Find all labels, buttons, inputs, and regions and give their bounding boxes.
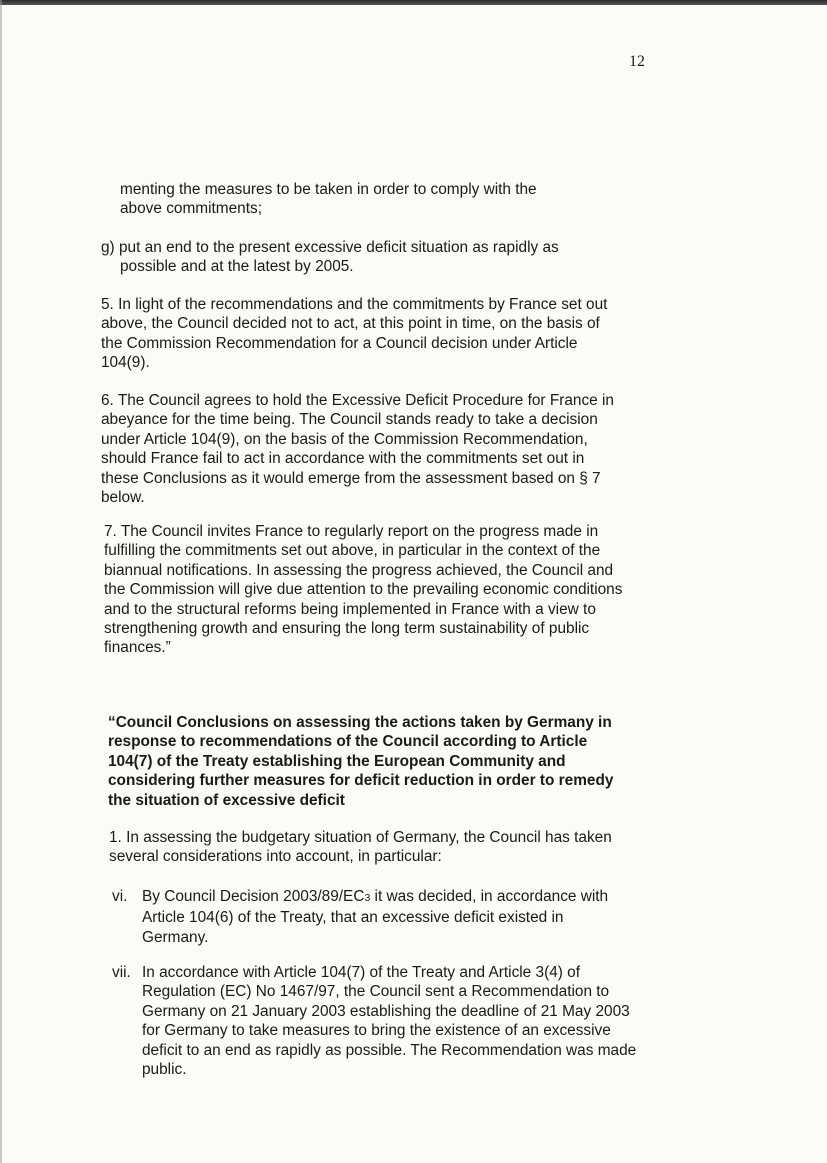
item-g-marker: g)	[101, 239, 115, 256]
section-heading: “Council Conclusions on assessing the actions taken by Germany in response to recommendations of the Council according to Article 104(7) of the Treaty establishing the European Community and considering further measures for deficit reduction in order to remedy the situation of excessive deficit	[108, 714, 614, 809]
left-edge-line	[0, 0, 2, 1163]
item-vi-text	[142, 887, 612, 947]
page-number: 12	[629, 53, 645, 70]
continuation-text: menting the measures to be taken in order to comply with the above commitments;	[120, 181, 537, 218]
item-g-text: put an end to the present excessive deficit situation as rapidly as possible and at the latest by 2005.	[119, 239, 559, 276]
item-vi-text-after: it was decided, in accordance with Article 104(6) of the Treaty, that an excessive deficit existed in Germany.	[142, 888, 609, 946]
paragraph-7: 7. The Council invites France to regularly report on the progress made in fulfilling the commitments set out above, in particular in the context of the biannual notifications. In assessing the progress achieved, the Council and the Commission will give due attention to the prevailing economic conditions and to the structural reforms being implemented in France with a view to strengthening growth and ensuring the long term sustainability of public finances.”	[104, 523, 623, 657]
top-border-line	[0, 0, 827, 5]
footnote-marker: 3	[364, 892, 371, 904]
paragraph-6: 6. The Council agrees to hold the Excessive Deficit Procedure for France in abeyance for the time being. The Council stands ready to take a decision under Article 104(9), on the basis of the Commission Recommendation, should France fail to act in accordance with the commitments set out in these Conclusions as it would emerge from the assessment based on § 7 below.	[101, 392, 614, 507]
item-vi-text-before: By Council Decision 2003/89/EC	[142, 888, 365, 905]
paragraph-5: 5. In light of the recommendations and the commitments by France set out above, the Council decided not to act, at this point in time, on the basis of the Commission Recommendation for a Council decision under Article 104(9).	[101, 296, 608, 372]
item-vii-marker: vii.	[112, 964, 131, 981]
item-vi-marker: vi.	[112, 888, 128, 905]
item-vii-text: In accordance with Article 104(7) of the Treaty and Article 3(4) of Regulation (EC) No 1467/97, the Council sent a Recommendation to Germany on 21 January 2003 establishing the deadline of 21 May 2003 for Germany to take measures to bring the existence of an excessive deficit to an end as rapidly as possible. The Recommendation was made public.	[142, 964, 637, 1079]
germany-paragraph-1: 1. In assessing the budgetary situation of Germany, the Council has taken several considerations into account, in particular:	[109, 829, 612, 866]
